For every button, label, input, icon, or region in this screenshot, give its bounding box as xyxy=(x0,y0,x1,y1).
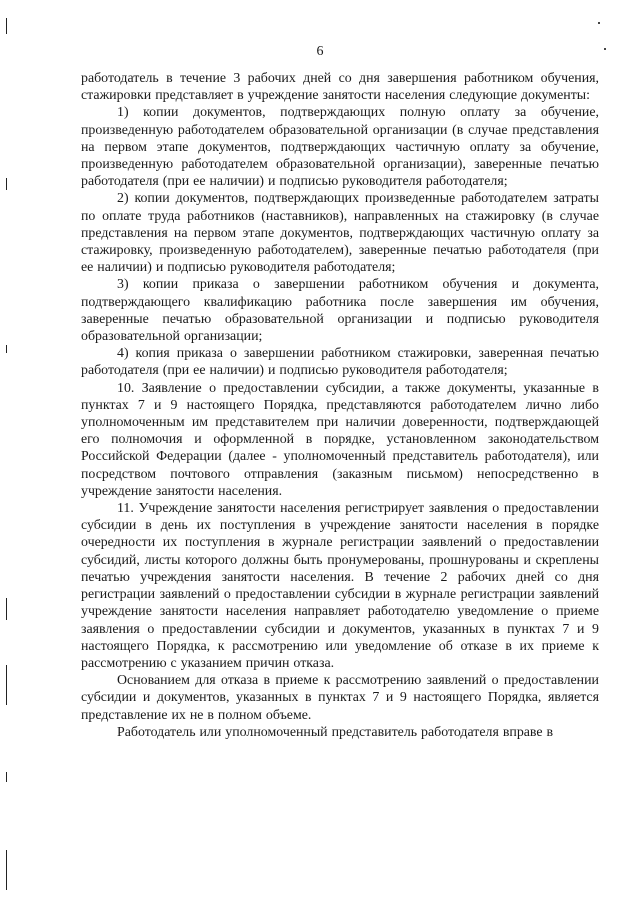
paragraph: 1) копии документов, подтверждающих полную оплату за обучение, произведенную работодателем образовательной организации (в случае представления на первом этапе документов, подтверждающих частичную оплату за обучение, произведенную работодателем образовательной организации), заверенные печатью работодателя (при ее наличии) и подписью руководителя работодателя; xyxy=(81,105,599,190)
scan-margin-mark xyxy=(6,18,7,34)
page-number: 6 xyxy=(316,44,324,59)
paragraph: Основанием для отказа в приеме к рассмотрению заявлений о предоставлении субсидии и документов, указанных в пунктах 7 и 9 настоящего Порядка, является представление их не в полном объеме. xyxy=(81,673,599,723)
paragraph: 2) копии документов, подтверждающих произведенные работодателем затраты по оплате труда работников (наставников), направленных на стажировку (в случае представления на первом этапе документов, подтверждающих частичную оплату за стажировку, произведенную работодателем), заверенные печатью работодателя (при ее наличии) и подписью руководителя работодателя; xyxy=(81,191,599,276)
paragraph: 3) копии приказа о завершении работником обучения и документа, подтверждающего квалификацию работника после завершения им обучения, заверенные печатью образовательной организации и подписью руководителя образовательной организации; xyxy=(81,277,599,345)
scan-margin-mark xyxy=(6,598,7,620)
paragraph: Работодатель или уполномоченный представитель работодателя вправе в xyxy=(117,724,554,740)
paragraph: 10. Заявление о предоставлении субсидии, а также документы, указанные в пунктах 7 и 9 настоящего Порядка, представляются работодателем лично либо уполномоченным им представителем при наличии доверенности, подтверждающей его полномочия и оформленной в порядке, установленном законодательством Российской Федерации (далее - уполномоченный представитель работодателя), или посредством почтового отправления (заказным письмом) непосредственно в учреждение занятости населения. xyxy=(81,380,599,499)
scan-margin-mark xyxy=(6,665,7,705)
scan-margin-mark xyxy=(6,178,7,190)
paragraph: 4) копия приказа о завершении работником стажировки, заверенная печатью работодателя (при ее наличии) и подписью руководителя работодателя; xyxy=(81,346,599,379)
scan-margin-mark xyxy=(6,850,7,890)
document-body xyxy=(81,70,599,741)
scan-margin-mark xyxy=(6,772,7,782)
paragraph: 11. Учреждение занятости населения регистрирует заявления о предоставлении субсидии в день их поступления в учреждение занятости населения в порядке очередности их поступления в журнале регистрации заявлений о предоставлении субсидий, листы которого должны быть пронумерованы, прошнурованы и скреплены печатью учреждения занятости населения. В течение 2 рабочих дней со дня регистрации заявлений о предоставлении субсидии в журнале регистрации заявлений учреждение занятости населения направляет работодателю уведомление о приеме заявления о предоставлении субсидии и документов, указанных в пунктах 7 и 9 настоящего Порядка, к рассмотрению или уведомление об отказе в их приеме к рассмотрению с указанием причин отказа. xyxy=(81,501,599,671)
paragraph: работодатель в течение 3 рабочих дней со дня завершения работником обучения, стажировки представляет в учреждение занятости населения следующие документы: xyxy=(81,71,599,104)
scan-dot xyxy=(598,22,600,24)
scan-margin-mark xyxy=(6,345,7,353)
